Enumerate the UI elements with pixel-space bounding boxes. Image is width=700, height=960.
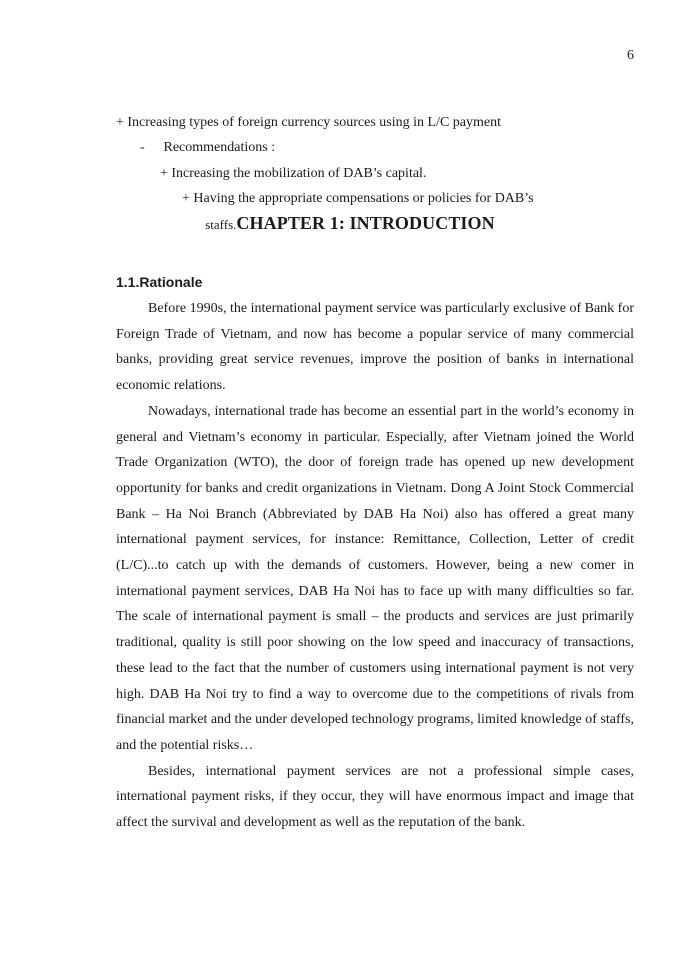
summary-line-staffs-and-chapter	[0, 214, 700, 235]
summary-line-capital-mobilization: + Increasing the mobilization of DAB’s capital.	[160, 166, 427, 181]
staffs-text: staffs.	[205, 217, 237, 232]
paragraph: Nowadays, international trade has become an essential part in the world’s economy in general and Vietnam’s economy in particular. Especially, after Vietnam joined the World Trade Organization (WTO), the door of foreign trade has opened up new development opportunity for banks and credit organizations in Vietnam. Dong A Joint Stock Commercial Bank – Ha Noi Branch (Abbreviated by DAB Ha Noi) also has offered a great many international payment services, for instance: Remittance, Collection, Letter of credit (L/C)...to catch up with the demands of customers. However, being a new comer in international payment services, DAB Ha Noi has to face up with many difficulties so far. The scale of international payment is small – the products and services are just primarily traditional, quality is still poor showing on the low speed and inaccuracy of transactions, these lead to the fact that the number of customers using international payment is not very high. DAB Ha Noi try to find a way to overcome due to the competitions of rivals from financial market and the under developed technology programs, limited knowledge of staffs, and the potential risks…	[116, 403, 634, 753]
section-body	[116, 296, 634, 836]
section-heading: 1.1.Rationale	[116, 274, 203, 290]
page-number: 6	[627, 48, 634, 63]
chapter-title: CHAPTER 1: INTRODUCTION	[236, 213, 495, 233]
list-dash: -	[140, 140, 145, 155]
recommendations-label: Recommendations :	[163, 140, 276, 155]
paragraph: Besides, international payment services are not a professional simple cases, international payment risks, if they occur, they will have enormous impact and image that affect the survival and development as well as the reputation of the bank.	[116, 763, 634, 831]
summary-line-increasing-currency-sources: + Increasing types of foreign currency sources using in L/C payment	[116, 115, 502, 130]
summary-line-recommendations	[140, 139, 275, 157]
paragraph: Before 1990s, the international payment service was particularly exclusive of Bank for Foreign Trade of Vietnam, and now has become a popular service of many commercial banks, providing great service revenues, improve the position of banks in international economic relations.	[116, 301, 634, 394]
summary-line-compensations: + Having the appropriate compensations or policies for DAB’s	[182, 191, 534, 206]
